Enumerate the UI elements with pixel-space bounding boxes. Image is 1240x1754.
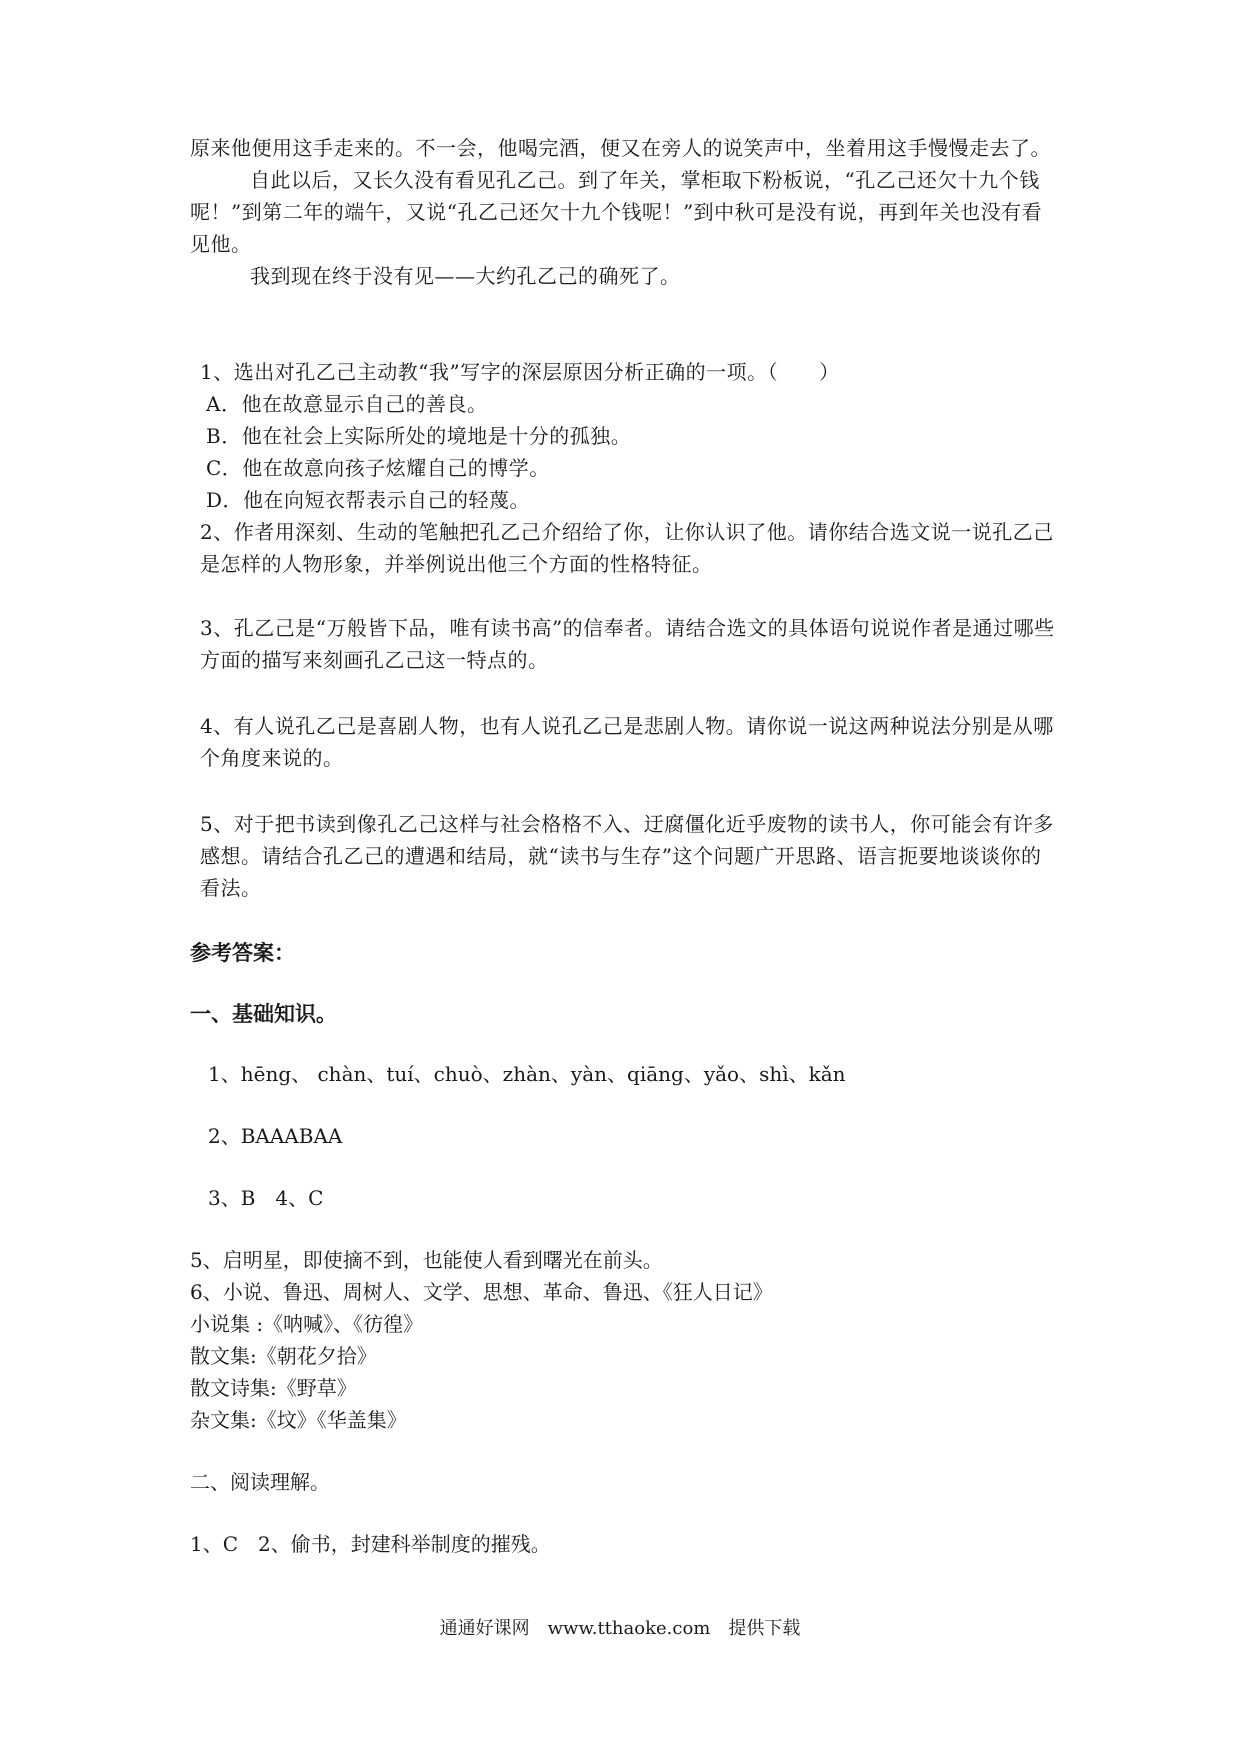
footer: 通通好课网 www.tthaoke.com 提供下载 (439, 1618, 801, 1639)
answer-6-prose-poems: 散文诗集:《野草》 (190, 1376, 357, 1400)
question-text: 3、孔乙己是“万般皆下品，唯有读书高”的信奉者。请结合选文的具体语句说说作者是通过哪些方面的描写来刻画孔乙己这一特点的。 (200, 616, 1055, 672)
question-5 (190, 808, 1060, 904)
option-c: C．他在故意向孩子炫耀自己的博学。 (206, 456, 550, 480)
question-text: 4、有人说孔乙己是喜剧人物，也有人说孔乙己是悲剧人物。请你说一说这两种说法分别是从哪个角度来说的。 (200, 714, 1054, 770)
answer-6-essays: 杂文集:《坟》《华盖集》 (190, 1408, 407, 1432)
answer-6: 6、小说、鲁迅、周树人、文学、思想、革命、鲁迅、《狂人日记》 (190, 1280, 773, 1304)
question-3 (190, 612, 1060, 676)
question-text: 2、作者用深刻、生动的笔触把孔乙己介绍给了你，让你认识了他。请你结合选文说一说孔乙己是怎样的人物形象，并举例说出他三个方面的性格特征。 (200, 520, 1054, 576)
passage-paragraph: 自此以后，又长久没有看见孔乙己。到了年关，掌柜取下粉板说，“孔乙己还欠十九个钱呢！”到第二年的端午，又说“孔乙己还欠十九个钱呢！”到中秋可是没有说，再到年关也没有看见他。 (190, 168, 1043, 256)
answers-5-6 (190, 1244, 1060, 1436)
question-text: 1、选出对孔乙己主动教“我”写字的深层原因分析正确的一项。（ ） (200, 360, 840, 384)
answer-6-novels: 小说集 :《呐喊》、《彷徨》 (190, 1312, 424, 1336)
option-b: B．他在社会上实际所处的境地是十分的孤独。 (206, 424, 632, 448)
answers-title: 参考答案： (190, 940, 295, 965)
answer-1: 1、hēng、 chàn、tuí、chuò、zhàn、yàn、qiāng、yǎo、shì、kǎn (208, 1062, 846, 1086)
reading-answers: 1、C 2、偷书，封建科举制度的摧残。 (190, 1532, 551, 1556)
answer-6-prose: 散文集:《朝花夕拾》 (190, 1344, 377, 1368)
section-reading: 二、阅读理解。 (190, 1470, 330, 1494)
question-4 (190, 710, 1060, 774)
option-a: A．他在故意显示自己的善良。 (206, 392, 488, 416)
option-d: D．他在向短衣帮表示自己的轻蔑。 (206, 488, 531, 512)
passage-line: 原来他便用这手走来的。不一会，他喝完酒，便又在旁人的说笑声中，坐着用这手慢慢走去了。 (190, 136, 1051, 160)
passage-section (190, 132, 1060, 292)
question-text: 5、对于把书读到像孔乙己这样与社会格格不入、迂腐僵化近乎废物的读书人，你可能会有许多感想。请结合孔乙己的遭遇和结局，就“读书与生存”这个问题广开思路、语言扼要地谈谈你的看法。 (200, 812, 1054, 900)
answer-5: 5、启明星，即使摘不到，也能使人看到曙光在前头。 (190, 1248, 663, 1272)
passage-paragraph: 我到现在终于没有见——大约孔乙己的确死了。 (250, 264, 681, 288)
answer-3-4: 3、B 4、C (208, 1186, 324, 1210)
answer-2: 2、BAAABAA (208, 1124, 343, 1148)
question-2 (190, 516, 1060, 580)
section-basic-knowledge: 一、基础知识。 (190, 1001, 337, 1026)
question-1 (190, 356, 1060, 516)
